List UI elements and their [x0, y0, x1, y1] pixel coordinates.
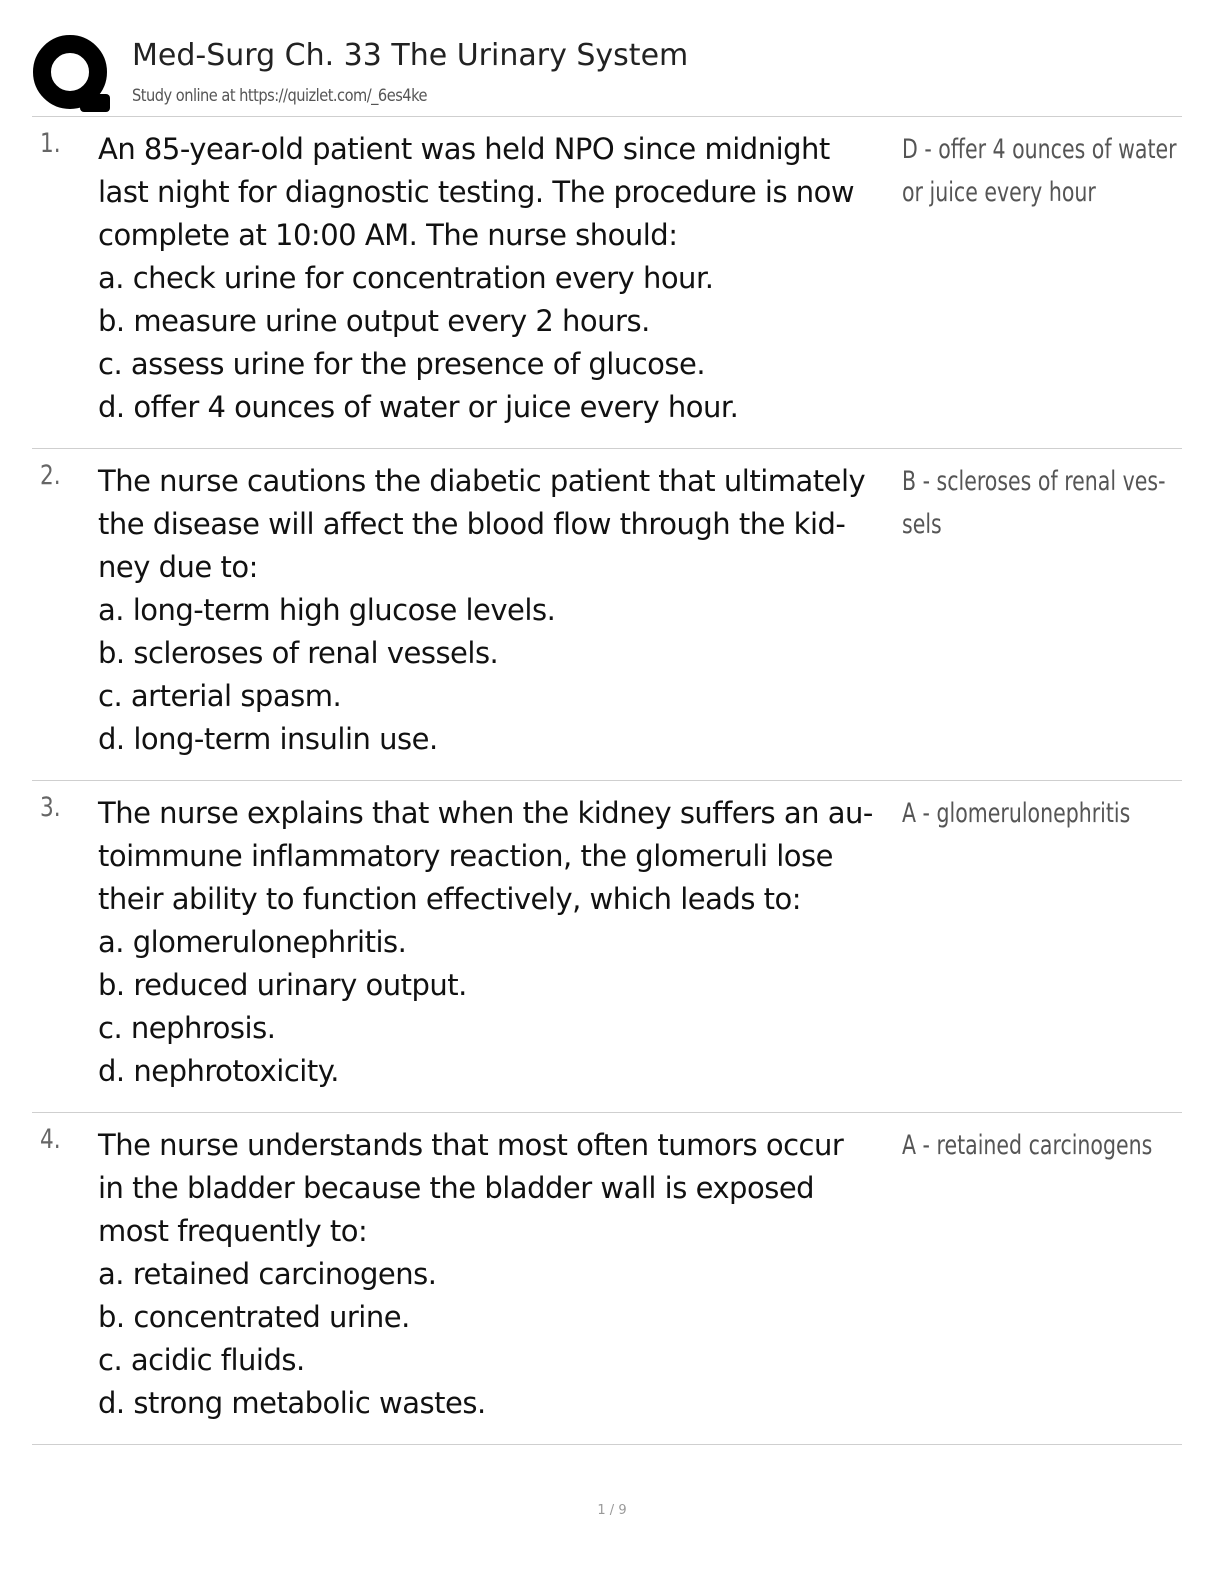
card-divider: [32, 1112, 1182, 1113]
card-divider: [32, 1444, 1182, 1445]
question-line: ney due to:: [98, 550, 258, 584]
question-line: An 85-year-old patient was held NPO since midnight: [98, 132, 830, 166]
question-line: complete at 10:00 AM. The nurse should:: [98, 218, 678, 252]
answer-line: D - offer 4 ounces of water: [902, 134, 1177, 165]
card-question: [98, 460, 898, 761]
card-number: 3.: [40, 792, 61, 823]
option-d: d. long-term insulin use.: [98, 722, 438, 756]
answer-line: B - scleroses of renal ves-: [902, 466, 1166, 497]
study-online-link[interactable]: Study online at https://quizlet.com/_6es4ke: [132, 86, 427, 106]
card-answer: [902, 460, 1166, 546]
question-line: most frequently to:: [98, 1214, 368, 1248]
option-a: a. retained carcinogens.: [98, 1257, 437, 1291]
card-answer: [902, 792, 1131, 835]
option-b: b. concentrated urine.: [98, 1300, 410, 1334]
question-line: The nurse cautions the diabetic patient that ultimately: [98, 464, 866, 498]
card-question: [98, 792, 898, 1093]
question-line: The nurse explains that when the kidney suffers an au-: [98, 796, 873, 830]
option-b: b. scleroses of renal vessels.: [98, 636, 499, 670]
option-b: b. reduced urinary output.: [98, 968, 467, 1002]
option-d: d. offer 4 ounces of water or juice every hour.: [98, 390, 739, 424]
option-b: b. measure urine output every 2 hours.: [98, 304, 650, 338]
answer-line: or juice every hour: [902, 177, 1096, 208]
card-number: 1.: [40, 128, 61, 159]
option-c: c. nephrosis.: [98, 1011, 276, 1045]
card-number: 4.: [40, 1124, 61, 1155]
card-question: [98, 128, 898, 429]
quizlet-logo-icon: [32, 34, 112, 114]
option-a: a. long-term high glucose levels.: [98, 593, 556, 627]
answer-line: sels: [902, 509, 942, 540]
card-divider: [32, 780, 1182, 781]
option-a: a. glomerulonephritis.: [98, 925, 407, 959]
option-c: c. arterial spasm.: [98, 679, 342, 713]
answer-line: A - retained carcinogens: [902, 1130, 1153, 1161]
option-a: a. check urine for concentration every hour.: [98, 261, 714, 295]
card-answer: [902, 1124, 1153, 1167]
question-line: in the bladder because the bladder wall is exposed: [98, 1171, 815, 1205]
question-line: their ability to function effectively, which leads to:: [98, 882, 802, 916]
header-divider: [32, 116, 1182, 117]
page-number: 1 / 9: [597, 1503, 627, 1518]
question-line: last night for diagnostic testing. The procedure is now: [98, 175, 855, 209]
page-header: [32, 30, 1182, 116]
answer-line: A - glomerulonephritis: [902, 798, 1131, 829]
card-divider: [32, 448, 1182, 449]
question-line: the disease will affect the blood flow through the kid-: [98, 507, 846, 541]
card-number: 2.: [40, 460, 61, 491]
page-title: Med-Surg Ch. 33 The Urinary System: [132, 38, 689, 73]
option-c: c. acidic fluids.: [98, 1343, 305, 1377]
option-d: d. strong metabolic wastes.: [98, 1386, 486, 1420]
card-question: [98, 1124, 898, 1425]
question-line: toimmune inflammatory reaction, the glomeruli lose: [98, 839, 833, 873]
card-answer: [902, 128, 1177, 214]
question-line: The nurse understands that most often tumors occur: [98, 1128, 844, 1162]
option-d: d. nephrotoxicity.: [98, 1054, 339, 1088]
option-c: c. assess urine for the presence of glucose.: [98, 347, 706, 381]
